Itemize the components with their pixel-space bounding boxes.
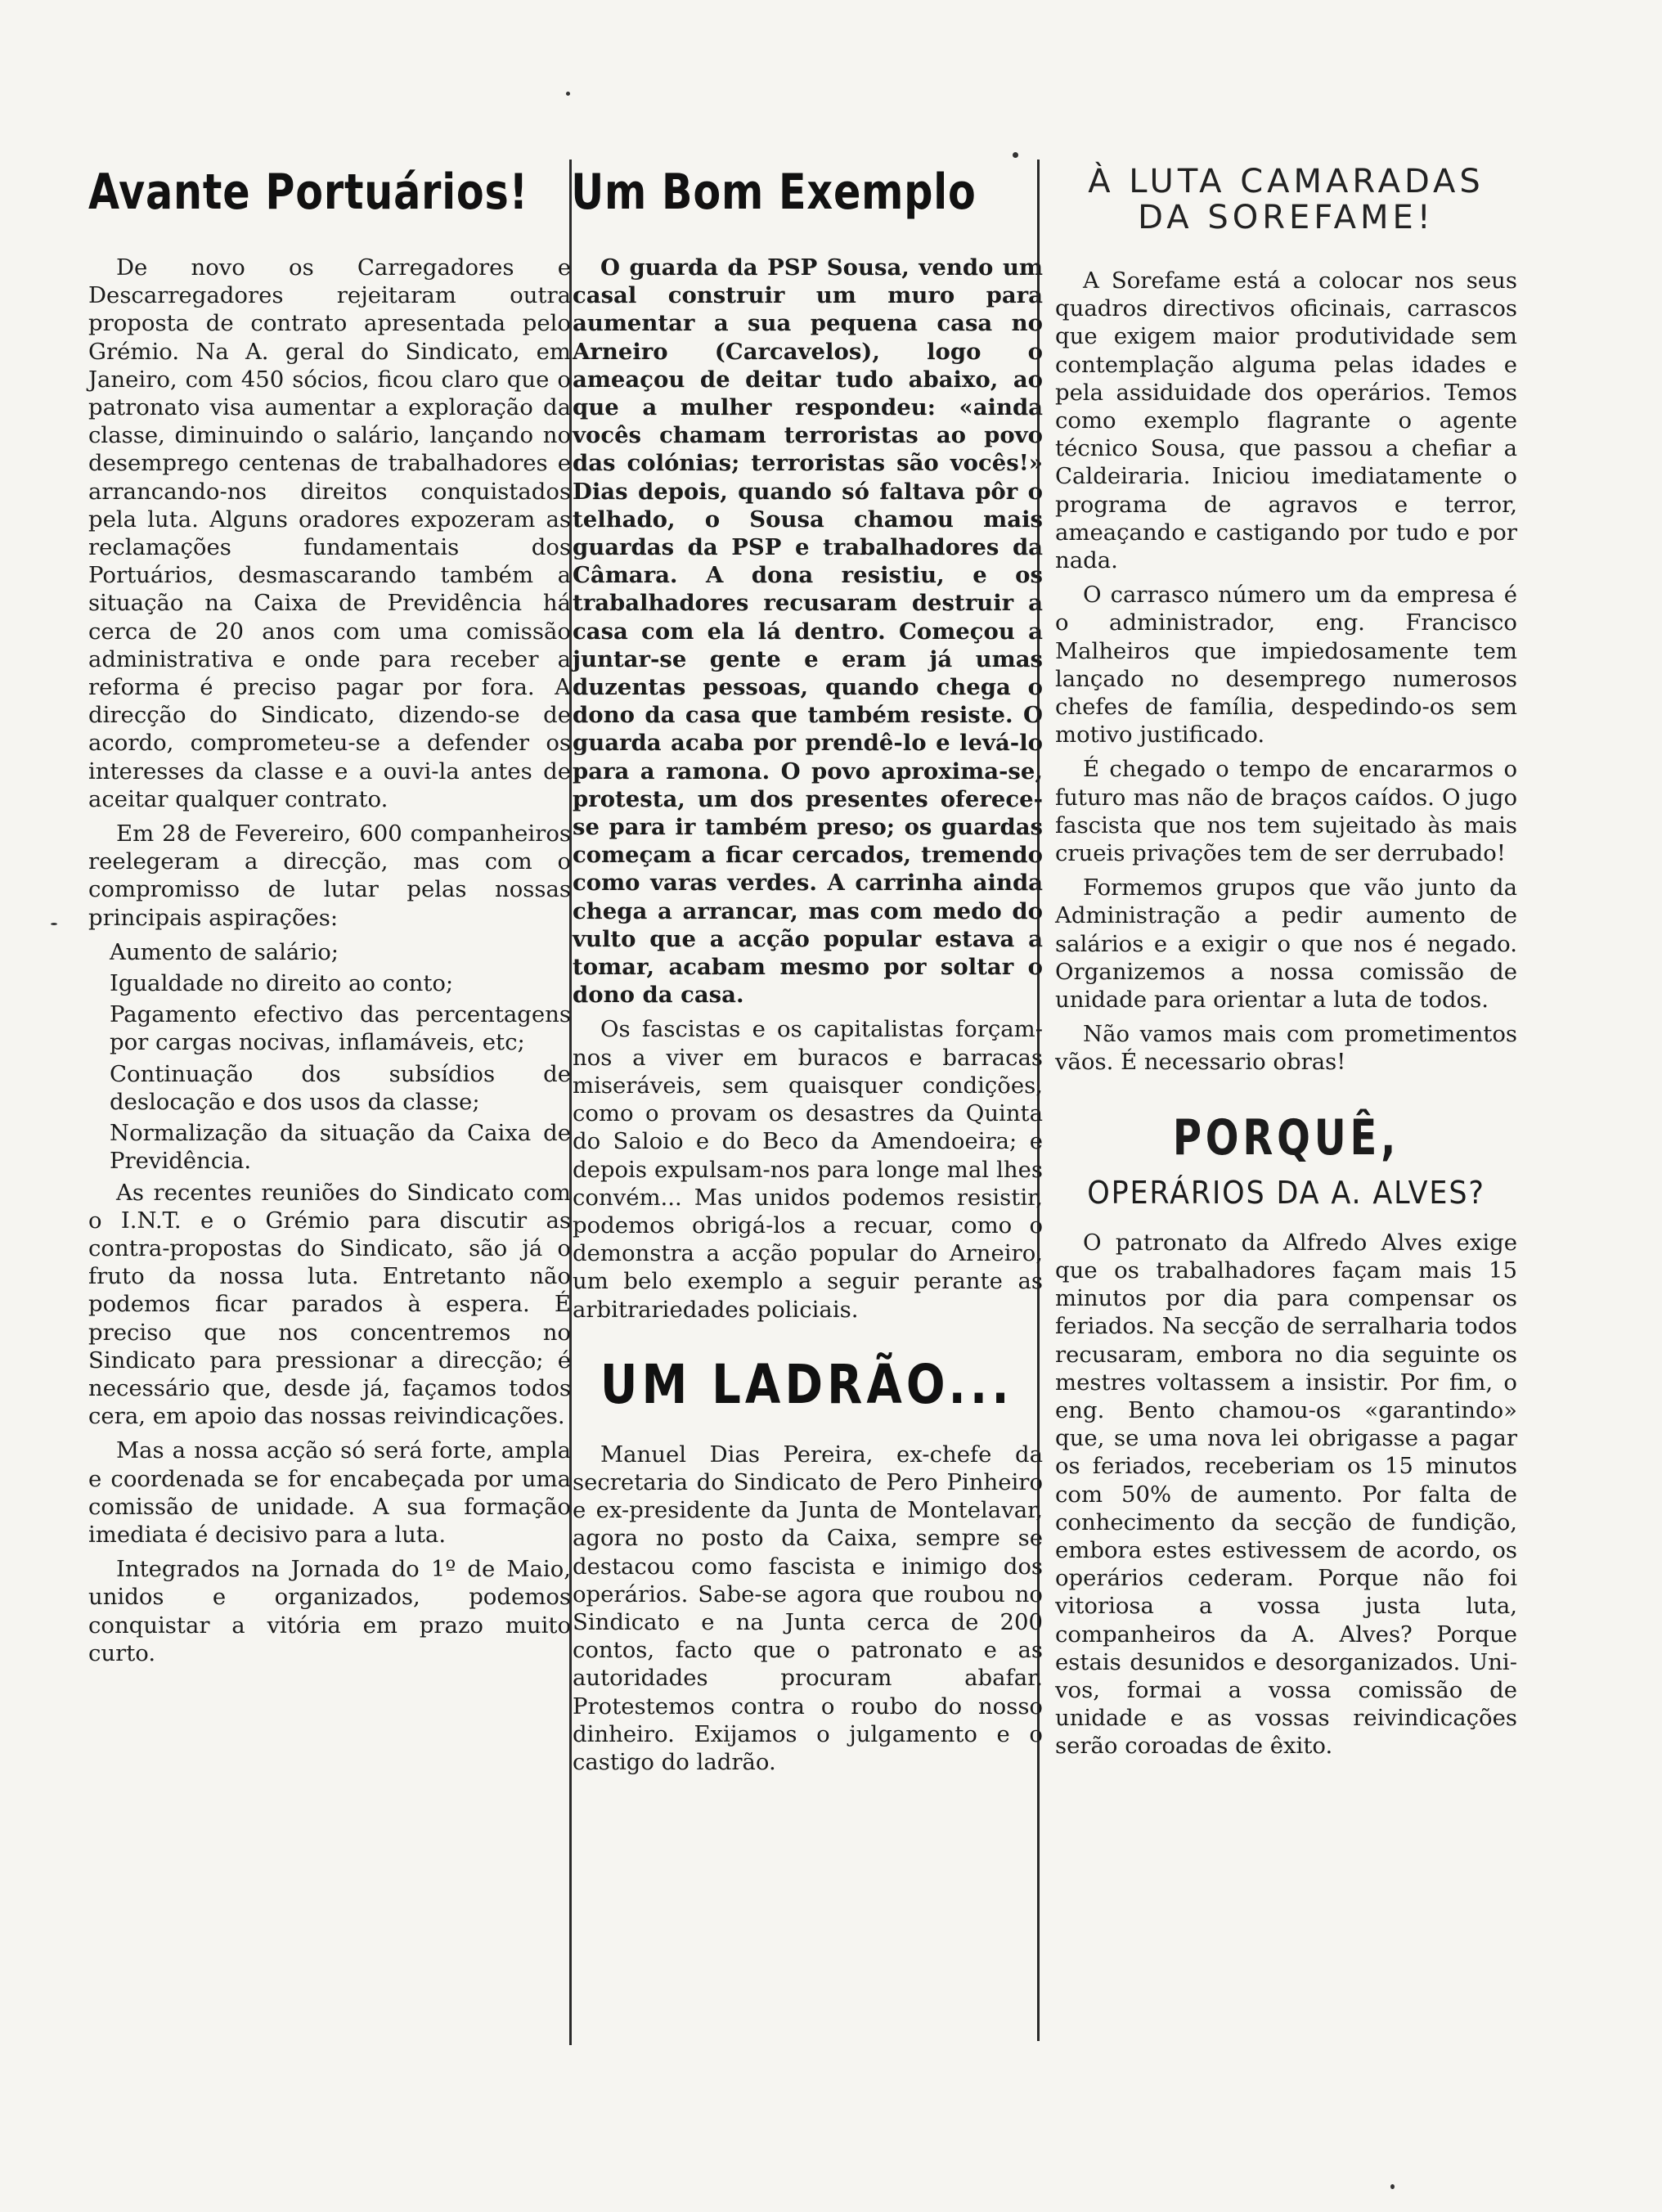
paragraph: Formemos grupos que vão junto da Administração a pedir aumento de salários e a exigir o que nos é negado. Organizemos a nossa comissão de unidade para orientar a luta de todos. xyxy=(1055,874,1517,1014)
paragraph: Mas a nossa acção só será forte, ampla e coordenada se for encabeçada por uma comissão de unidade. A sua formação imediata é decisivo para a luta. xyxy=(88,1437,571,1548)
paragraph: Os fascistas e os capitalistas forçam-nos a viver em buracos e barracas miseráveis, sem quaisquer condições, como o provam os desastres da Quinta do Saloio e do Beco da Amendoeira; e depois expulsam-nos para longe mal lhes convém... Mas unidos podemos resistir, podemos obrigá-los a recuar, como o demonstra a acção popular do Arneiro, um belo exemplo a seguir perante as arbitrariedades policiais. xyxy=(573,1016,1043,1323)
article-bom-exemplo xyxy=(564,164,1043,1783)
scan-speck xyxy=(1390,2184,1395,2189)
article-sorefame xyxy=(1055,164,1517,1767)
scan-speck xyxy=(51,923,57,925)
headline-portuarios: Avante Portuários! xyxy=(88,164,528,221)
paragraph: De novo os Carregadores e Descarregadores rejeitaram outra proposta de contrato apresentada pelo Grémio. Na A. geral do Sindicato, em Janeiro, com 450 sócios, ficou claro que o patronato visa aumentar a exploração da classe, diminuindo o salário, lançando no desemprego centenas de trabalhadores e arrancando-nos direitos conquistados pela luta. Alguns oradores expozeram as reclamações fundamentais dos Portuários, desmascarando também a situação na Caixa de Previdência há cerca de 20 anos com uma comissão administrativa e onde para receber a reforma é preciso pagar por fora. A direcção do Sindicato, dizendo-se de acordo, comprometeu-se a defender os interesses da classe e a ouvi-la antes de aceitar qualquer contrato. xyxy=(88,254,571,812)
paragraph: A Sorefame está a colocar nos seus quadros directivos oficinais, carrascos que exigem maior produtividade sem contemplação alguma pelas idades e pela assiduidade dos operários. Temos como exemplo flagrante o agente técnico Sousa, que passou a chefiar a Caldeiraria. Iniciou imediatamente o programa de agravos e terror, ameaçando e castigando por tudo e por nada. xyxy=(1055,268,1517,574)
paragraph: O carrasco número um da empresa é o administrador, eng. Francisco Malheiros que impiedosamente tem lançado no desemprego numerosos chefes de família, despedindo-os sem motivo justificado. xyxy=(1055,582,1517,749)
headline-bom-exemplo: Um Bom Exemplo xyxy=(571,164,977,221)
paragraph: O patronato da Alfredo Alves exige que os trabalhadores façam mais 15 minutos por dia para compensar os feriados. Na secção de serralharia todos recusaram, embora no dia seguinte os mestres voltassem a insistir. Por fim, o eng. Bento chamou-os «garantindo» que, se uma nova lei obrigasse a pagar os feriados, receberiam os 15 minutos com 50% de aumento. Por falta de conhecimento da secção de fundição, embora estes estivessem de acordo, os operários cederam. Porque não foi vitoriosa a vossa justa luta, companheiros da A. Alves? Porque estais desunidos e desorganizados. Uni-vos, formai a vossa comissão de unidade e as vossas reivindicações serão coroadas de êxito. xyxy=(1055,1229,1517,1760)
subheadline-alves: OPERÁRIOS DA A. ALVES? xyxy=(1087,1174,1485,1211)
list-item: Pagamento efectivo das percentagens por cargas nocivas, inflamáveis, etc; xyxy=(110,1001,571,1056)
paragraph: Em 28 de Fevereiro, 600 companheiros reelegeram a direcção, mas com o compromisso de lutar pelas nossas principais aspirações: xyxy=(88,821,571,931)
list-item: Aumento de salário; xyxy=(110,938,339,965)
headline-ladrao: UM LADRÃO... xyxy=(600,1352,1013,1416)
paragraph: O guarda da PSP Sousa, vendo um casal construir um muro para aumentar a sua pequena casa no Arneiro (Carcavelos), logo o ameaçou de deitar tudo abaixo, ao que a mulher respondeu: «ainda vocês chamam terroristas ao povo das colónias; terroristas são vocês!» Dias depois, quando só faltava pôr o telhado, o Sousa chamou mais guardas da PSP e trabalhadores da Câmara. A dona resistiu, e os trabalhadores recusaram destruir a casa com ela lá dentro. Começou a juntar-se gente e eram já umas duzentas pessoas, quando chega o dono da casa que também resiste. O guarda acaba por prendê-lo e levá-lo para a ramona. O povo aproxima-se, protesta, um dos presentes oferece-se para ir também preso; os guardas começam a ficar cercados, tremendo como varas verdes. A carrinha ainda chega a arrancar, mas com medo do vulto que a acção popular estava a tomar, acabam mesmo por soltar o dono da casa. xyxy=(573,254,1043,1009)
paragraph: Manuel Dias Pereira, ex-chefe da secretaria do Sindicato de Pero Pinheiro e ex-presidente da Junta de Montelavar, agora no posto da Caixa, sempre se destacou como fascista e inimigo dos operários. Sabe-se agora que roubou no Sindicato e na Junta cerca de 200 contos, facto que o patronato e as autoridades procuram abafar. Protestemos contra o roubo do nosso dinheiro. Exijamos o julgamento e o castigo do ladrão. xyxy=(573,1441,1043,1775)
list-item: Normalização da situação da Caixa de Previdência. xyxy=(110,1120,571,1175)
headline-porque: PORQUÊ, xyxy=(1172,1108,1400,1167)
paragraph: Não vamos mais com prometimentos vãos. É necessario obras! xyxy=(1055,1021,1517,1076)
list-item: Igualdade no direito ao conto; xyxy=(110,970,454,997)
paragraph: Integrados na Jornada do 1º de Maio, unidos e organizados, podemos conquistar a vitória em prazo muito curto. xyxy=(88,1556,571,1666)
paragraph: As recentes reuniões do Sindicato com o I.N.T. e o Grémio para discutir as contra-propostas do Sindicato, são já o fruto da nossa luta. Entretanto não podemos ficar parados à espera. É preciso que nos concentremos no Sindicato para pressionar a direcção; é necessário que, desde já, façamos todos cera, em apoio das nossas reivindicações. xyxy=(88,1179,571,1430)
paragraph: É chegado o tempo de encararmos o futuro mas não de braços caídos. O jugo fascista que nos tem sujeitado às mais crueis privações tem de ser derrubado! xyxy=(1055,756,1517,867)
article-portuarios xyxy=(88,164,571,1674)
scan-speck xyxy=(566,92,570,96)
headline-line: À LUTA CAMARADAS xyxy=(1088,163,1485,200)
headline-sorefame xyxy=(1055,164,1517,236)
list-item: Continuação dos subsídios de deslocação e dos usos da classe; xyxy=(110,1060,571,1115)
scan-speck xyxy=(1013,152,1018,158)
headline-line: DA SOREFAME! xyxy=(1138,199,1435,236)
